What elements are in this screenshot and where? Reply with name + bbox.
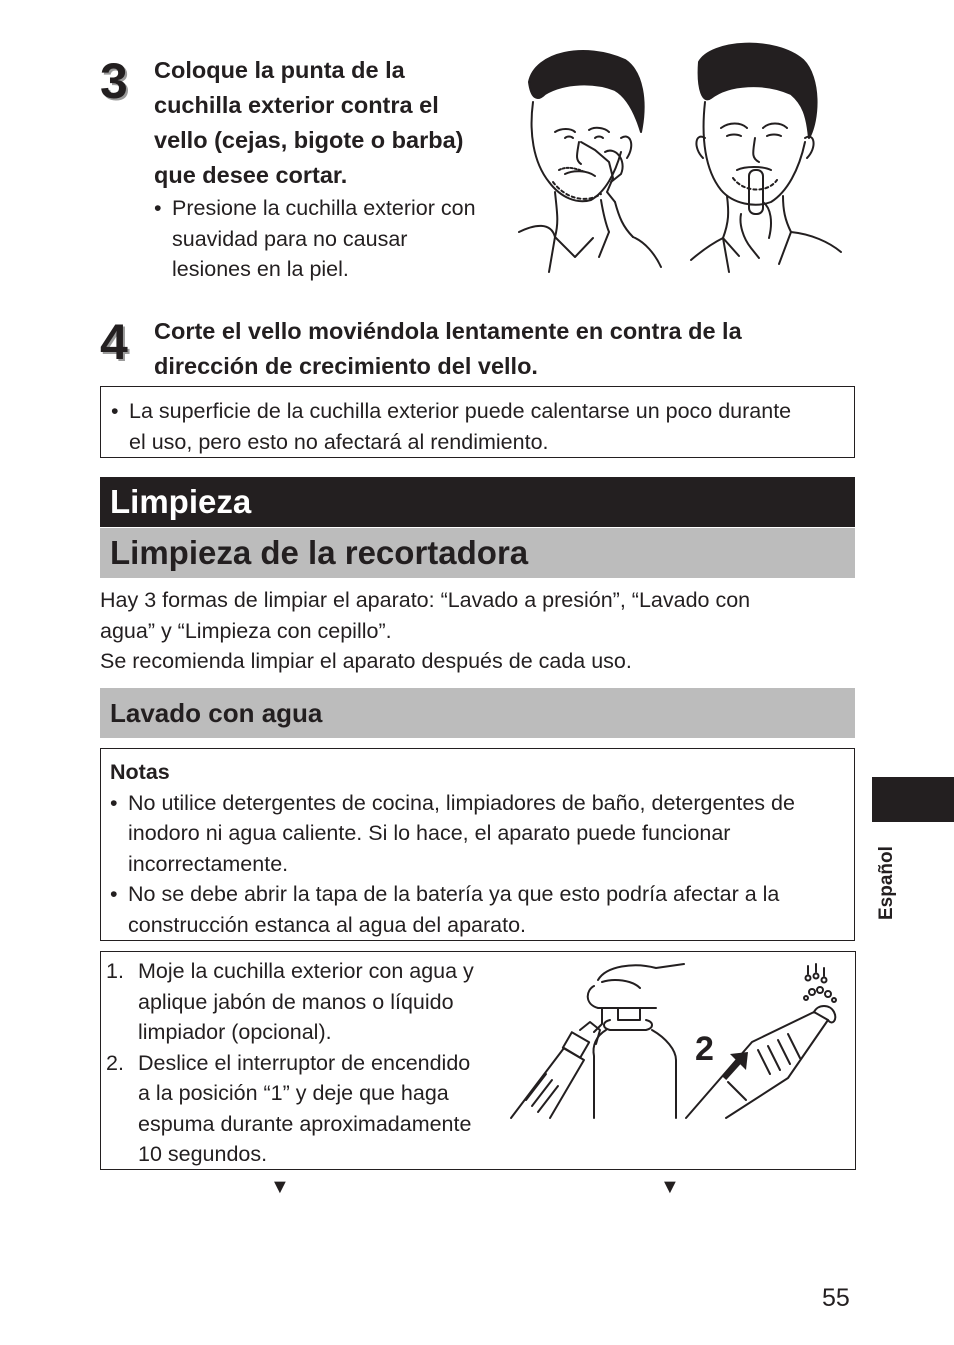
list-item-line: Deslice el interruptor de encendido: [138, 1050, 471, 1075]
intro-line: Se recomienda limpiar el aparato después de cada uso.: [100, 649, 632, 673]
water-wash-title: Lavado con agua: [100, 688, 855, 738]
bullet-item: [111, 396, 844, 457]
step-3-heading: [154, 53, 514, 193]
step-4-heading: [154, 314, 874, 384]
steps-box: [100, 951, 856, 1170]
figure-label: 2: [695, 1030, 714, 1068]
bullet-line: inodoro ni agua caliente. Si lo hace, el aparato puede funcionar: [128, 821, 731, 845]
list-item-line: a la posición “1” y deje que haga: [138, 1081, 449, 1105]
bullet-item: [110, 879, 844, 940]
bullet-line: • No se debe abrir la tapa de la batería ya que esto podría afectar a la: [128, 882, 780, 906]
list-item: [106, 1048, 506, 1170]
step-4-heading-line: dirección de crecimiento del vello.: [154, 353, 538, 379]
list-item-number: 2.: [106, 1050, 124, 1075]
language-label: Español: [876, 846, 897, 920]
bullet-line: lesiones en la piel.: [172, 257, 349, 281]
steps-list: [106, 956, 506, 1170]
step-3-heading-line: Coloque la punta de la: [154, 57, 405, 83]
bullet-line: incorrectamente.: [128, 851, 289, 876]
step-3-number: 3: [100, 53, 128, 109]
page-number: 55: [822, 1284, 850, 1312]
section-title: Limpieza: [100, 477, 855, 527]
bullet-line: • La superficie de la cuchilla exterior puede calentarse un poco durante: [129, 399, 792, 423]
bullet-line: suavidad para no causar: [172, 226, 408, 251]
bullet-line: construcción estanca al agua del aparato.: [128, 912, 527, 937]
washing-illustration: [506, 960, 851, 1118]
step-4-note-box: [100, 386, 855, 458]
list-item: [106, 956, 506, 1048]
step-3-heading-line: vello (cejas, bigote o barba): [154, 127, 464, 153]
notes-box: [100, 748, 855, 941]
step-4-number: 4: [100, 314, 128, 370]
list-item-line: espuma durante aproximadamente: [138, 1111, 472, 1136]
intro-line: Hay 3 formas de limpiar el aparato: “Lavado a presión”, “Lavado con: [100, 588, 751, 612]
step-3-bullet: [154, 193, 514, 285]
intro-line: agua” y “Limpieza con cepillo”.: [100, 618, 392, 643]
notes-title: Notas: [110, 760, 170, 784]
section-subtitle: Limpieza de la recortadora: [100, 528, 855, 578]
section-intro: [100, 585, 860, 677]
bullet-item: [110, 788, 844, 880]
list-item-line: 10 segundos.: [138, 1142, 268, 1166]
bullet-line: el uso, pero esto no afectará al rendimiento.: [129, 429, 549, 454]
bullet-line: • Presione la cuchilla exterior con: [172, 196, 476, 220]
down-triangle-icon: ▼: [270, 1176, 290, 1198]
list-item-line: limpiador (opcional).: [138, 1020, 332, 1044]
list-item-line: aplique jabón de manos o líquido: [138, 989, 454, 1014]
bullet-line: • No utilice detergentes de cocina, limpiadores de baño, detergentes de: [128, 790, 795, 815]
down-triangle-icon: ▼: [660, 1176, 680, 1198]
list-item-line: Moje la cuchilla exterior con agua y: [138, 959, 474, 983]
step-3-heading-line: cuchilla exterior contra el: [154, 92, 439, 118]
step-4-heading-line: Corte el vello moviéndola lentamente en contra de la: [154, 318, 742, 344]
trimming-illustration: [515, 42, 845, 277]
language-tab: [872, 777, 954, 822]
arrow-up-right-icon: [724, 1052, 748, 1078]
list-item-number: 1.: [106, 959, 124, 983]
bullet-item: [154, 193, 514, 285]
step-3-heading-line: que desee cortar.: [154, 162, 348, 188]
